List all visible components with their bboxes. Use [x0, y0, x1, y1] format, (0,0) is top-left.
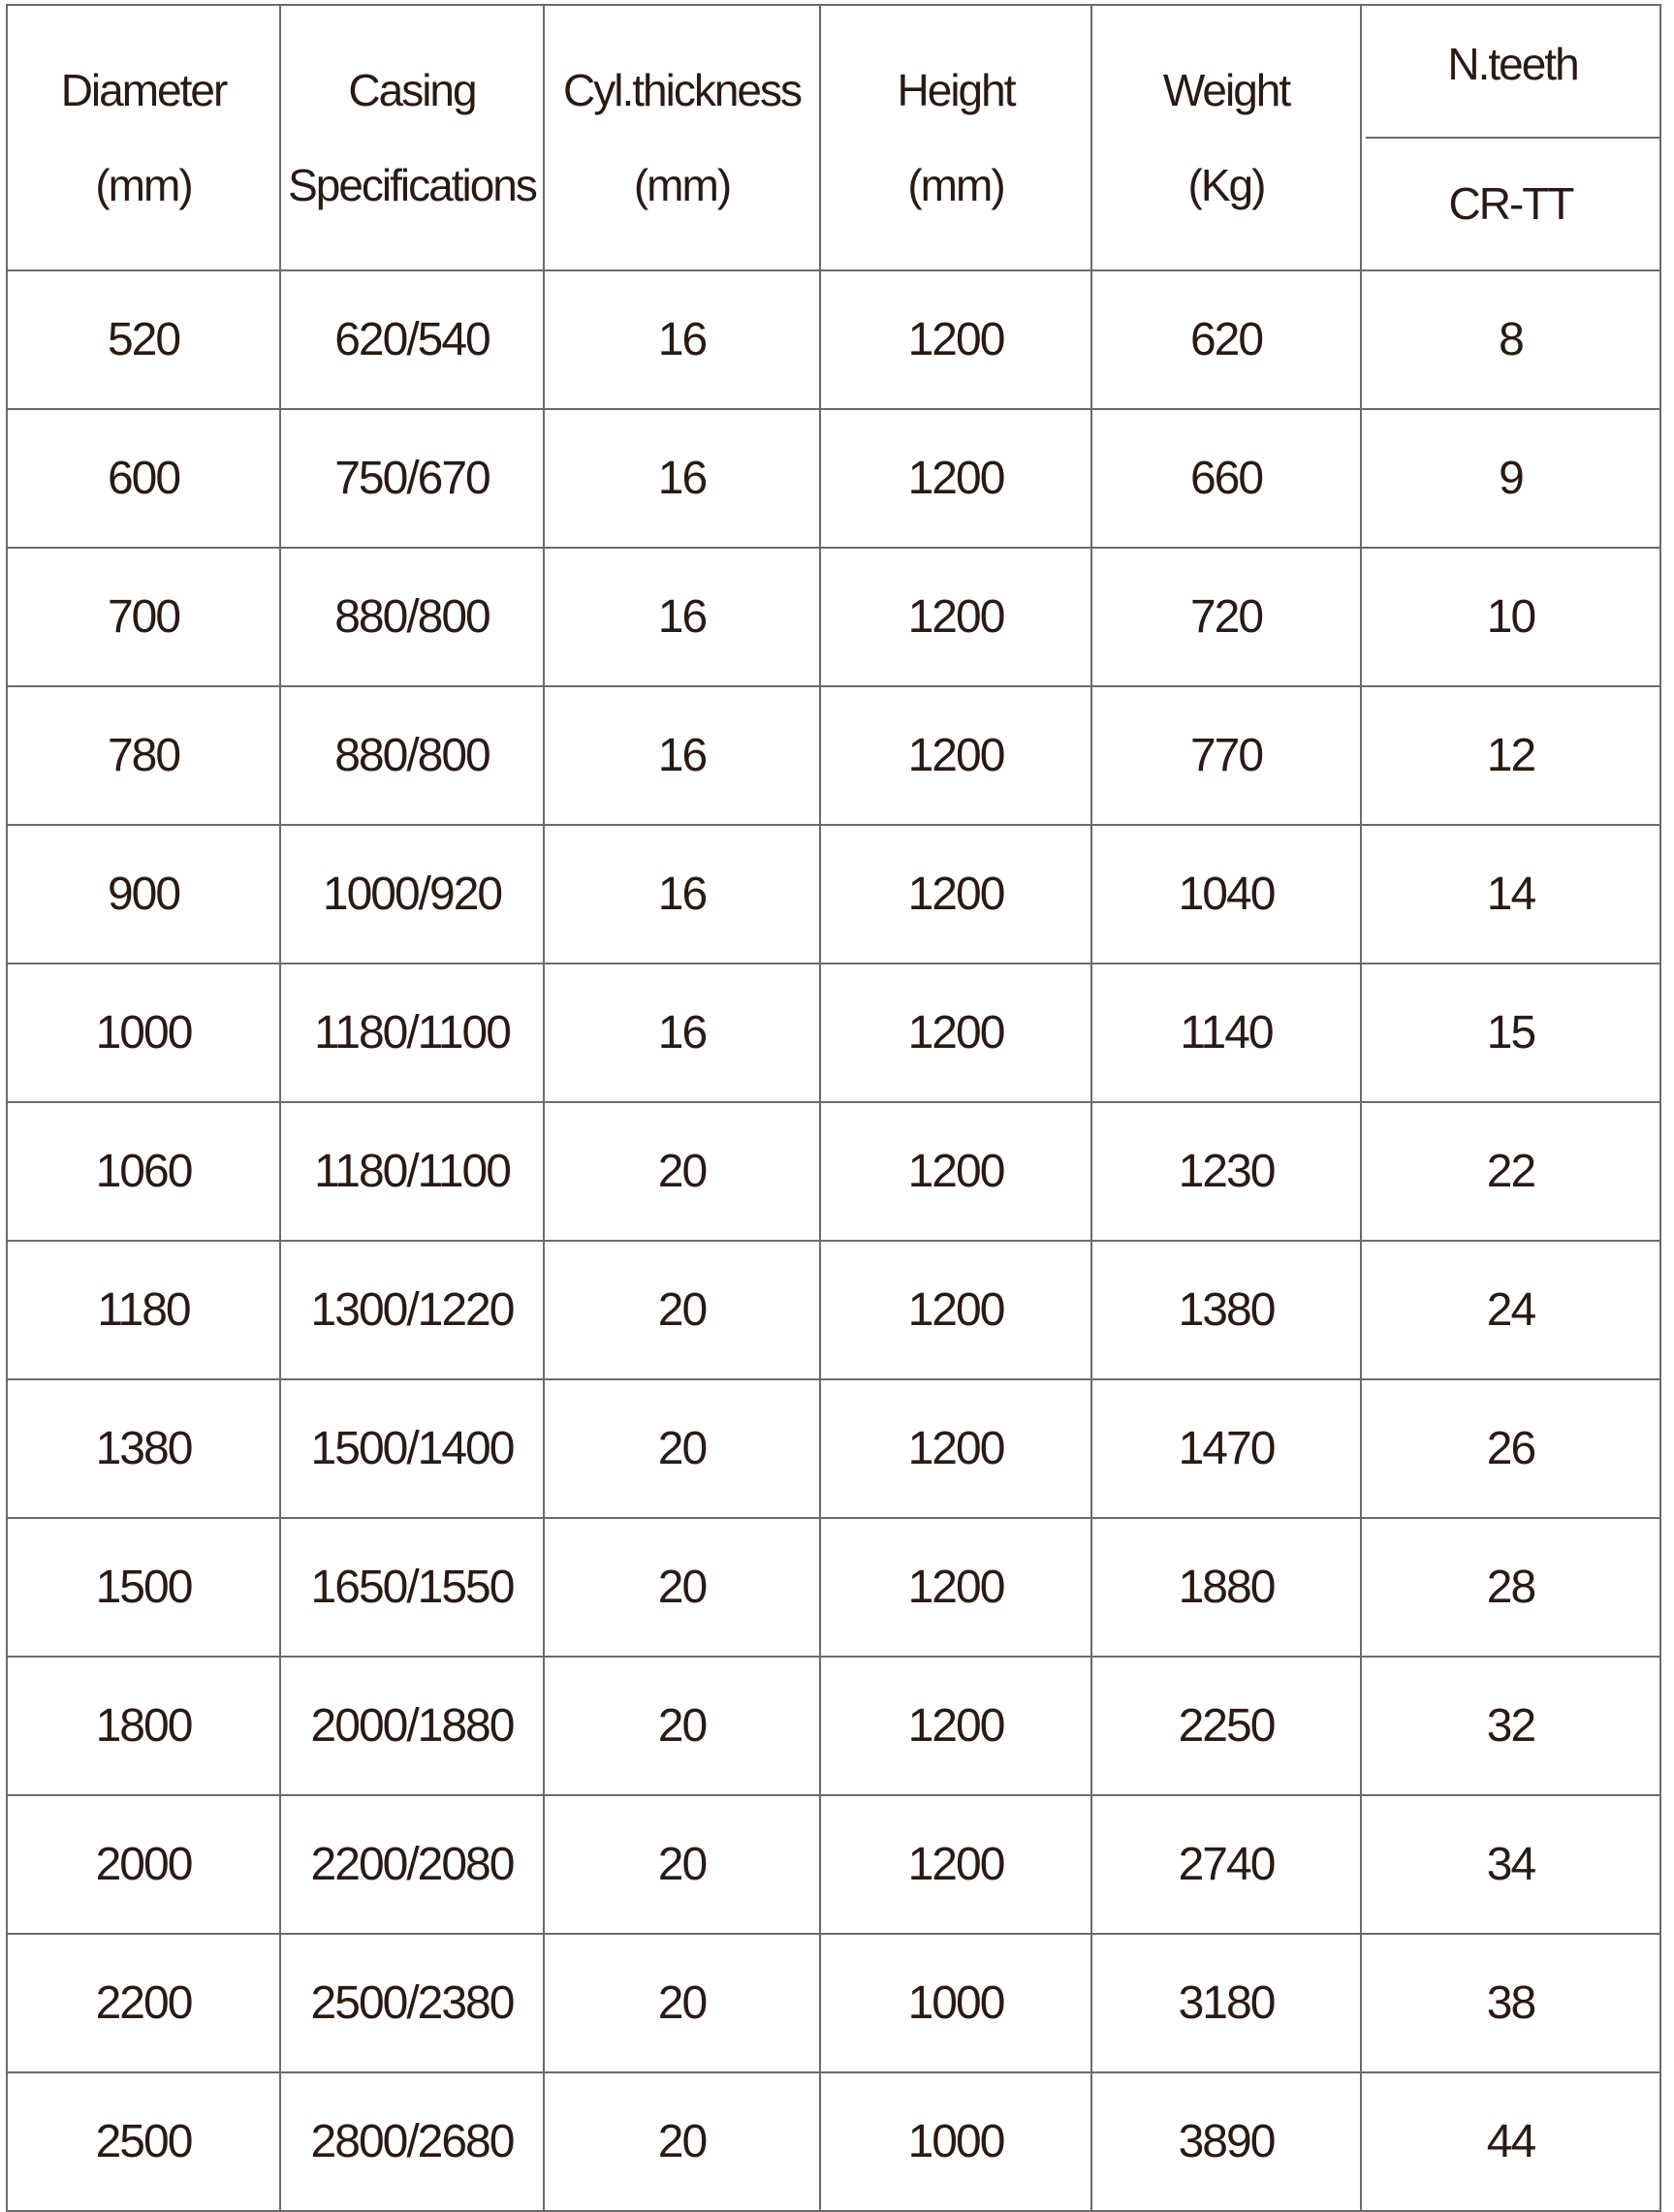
cell-cyl-thickness: 16	[544, 270, 820, 409]
table-row	[7, 1518, 1660, 1657]
cell-cyl-thickness: 20	[544, 1657, 820, 1795]
cell-height: 1200	[820, 548, 1091, 686]
cell-casing-specifications: 2800/2680	[280, 2072, 544, 2211]
table-row	[7, 825, 1660, 964]
cell-cyl-thickness: 20	[544, 1379, 820, 1518]
table-row	[7, 1795, 1660, 1934]
cell-height: 1200	[820, 1102, 1091, 1241]
cell-n-teeth: 15	[1361, 964, 1660, 1102]
table-row	[7, 2072, 1660, 2211]
table-row	[7, 1102, 1660, 1241]
cell-height: 1200	[820, 1241, 1091, 1379]
cell-casing-specifications: 1180/1100	[280, 1102, 544, 1241]
cell-diameter: 1000	[7, 964, 280, 1102]
cell-diameter: 900	[7, 825, 280, 964]
cell-weight: 1880	[1091, 1518, 1361, 1657]
spec-sheet	[6, 4, 1659, 2196]
cell-height: 1000	[820, 1934, 1091, 2072]
cell-diameter: 2500	[7, 2072, 280, 2211]
cell-casing-specifications: 2500/2380	[280, 1934, 544, 2072]
cell-height: 1200	[820, 409, 1091, 548]
table-row	[7, 1657, 1660, 1795]
cell-n-teeth: 8	[1361, 270, 1660, 409]
cell-height: 1000	[820, 2072, 1091, 2211]
cell-casing-specifications: 1180/1100	[280, 964, 544, 1102]
cell-diameter: 2200	[7, 1934, 280, 2072]
cell-height: 1200	[820, 1795, 1091, 1934]
table-row	[7, 1379, 1660, 1518]
cell-height: 1200	[820, 964, 1091, 1102]
cell-weight: 1040	[1091, 825, 1361, 964]
cell-diameter: 2000	[7, 1795, 280, 1934]
header-cr-tt-label: CR-TT	[1448, 178, 1573, 229]
cell-diameter: 700	[7, 548, 280, 686]
cell-weight: 1380	[1091, 1241, 1361, 1379]
header-weight: Weight (Kg)	[1091, 5, 1361, 270]
cell-diameter: 520	[7, 270, 280, 409]
table-row	[7, 548, 1660, 686]
cell-height: 1200	[820, 686, 1091, 825]
header-n-teeth	[1361, 5, 1660, 270]
cell-weight: 3890	[1091, 2072, 1361, 2211]
cell-n-teeth: 22	[1361, 1102, 1660, 1241]
cell-diameter: 1800	[7, 1657, 280, 1795]
header-cyl-thickness: Cyl.thickness (mm)	[544, 5, 820, 270]
cell-n-teeth: 28	[1361, 1518, 1660, 1657]
cell-casing-specifications: 1650/1550	[280, 1518, 544, 1657]
cell-cyl-thickness: 20	[544, 1795, 820, 1934]
cell-diameter: 1180	[7, 1241, 280, 1379]
cell-n-teeth: 12	[1361, 686, 1660, 825]
cell-diameter: 1380	[7, 1379, 280, 1518]
cell-height: 1200	[820, 1518, 1091, 1657]
cell-n-teeth: 38	[1361, 1934, 1660, 2072]
cell-n-teeth: 24	[1361, 1241, 1660, 1379]
cell-weight: 2740	[1091, 1795, 1361, 1934]
cell-weight: 1470	[1091, 1379, 1361, 1518]
cell-diameter: 780	[7, 686, 280, 825]
cell-casing-specifications: 1500/1400	[280, 1379, 544, 1518]
cell-height: 1200	[820, 1379, 1091, 1518]
cell-weight: 1140	[1091, 964, 1361, 1102]
cell-cyl-thickness: 16	[544, 548, 820, 686]
header-height: Height (mm)	[820, 5, 1091, 270]
cell-n-teeth: 14	[1361, 825, 1660, 964]
cell-height: 1200	[820, 1657, 1091, 1795]
cell-weight: 3180	[1091, 1934, 1361, 2072]
cell-casing-specifications: 620/540	[280, 270, 544, 409]
cell-height: 1200	[820, 270, 1091, 409]
cell-cyl-thickness: 20	[544, 1518, 820, 1657]
cell-cyl-thickness: 16	[544, 825, 820, 964]
table-row	[7, 964, 1660, 1102]
cell-cyl-thickness: 16	[544, 964, 820, 1102]
cell-cyl-thickness: 20	[544, 2072, 820, 2211]
cell-casing-specifications: 880/800	[280, 548, 544, 686]
table-row	[7, 1934, 1660, 2072]
cell-weight: 660	[1091, 409, 1361, 548]
cell-casing-specifications: 2200/2080	[280, 1795, 544, 1934]
cell-weight: 720	[1091, 548, 1361, 686]
cell-weight: 2250	[1091, 1657, 1361, 1795]
cell-casing-specifications: 750/670	[280, 409, 544, 548]
table-row	[7, 686, 1660, 825]
cell-diameter: 600	[7, 409, 280, 548]
cell-casing-specifications: 2000/1880	[280, 1657, 544, 1795]
cell-cyl-thickness: 20	[544, 1102, 820, 1241]
cell-n-teeth: 32	[1361, 1657, 1660, 1795]
cell-casing-specifications: 1300/1220	[280, 1241, 544, 1379]
cell-diameter: 1500	[7, 1518, 280, 1657]
table-row	[7, 270, 1660, 409]
cell-cyl-thickness: 20	[544, 1934, 820, 2072]
cell-casing-specifications: 880/800	[280, 686, 544, 825]
cell-diameter: 1060	[7, 1102, 280, 1241]
table-row	[7, 1241, 1660, 1379]
cell-n-teeth: 9	[1361, 409, 1660, 548]
cell-n-teeth: 10	[1361, 548, 1660, 686]
cell-n-teeth: 34	[1361, 1795, 1660, 1934]
cell-cyl-thickness: 20	[544, 1241, 820, 1379]
cell-weight: 620	[1091, 270, 1361, 409]
header-row	[7, 5, 1660, 270]
header-casing-specifications: Casing Specifications	[280, 5, 544, 270]
cell-n-teeth: 26	[1361, 1379, 1660, 1518]
cell-cyl-thickness: 16	[544, 686, 820, 825]
cell-n-teeth: 44	[1361, 2072, 1660, 2211]
cell-weight: 770	[1091, 686, 1361, 825]
cell-height: 1200	[820, 825, 1091, 964]
specification-table	[6, 4, 1661, 2212]
cell-cyl-thickness: 16	[544, 409, 820, 548]
header-diameter: Diameter (mm)	[7, 5, 280, 270]
cell-weight: 1230	[1091, 1102, 1361, 1241]
table-row	[7, 409, 1660, 548]
header-n-teeth-label: N.teeth	[1366, 6, 1659, 139]
cell-casing-specifications: 1000/920	[280, 825, 544, 964]
